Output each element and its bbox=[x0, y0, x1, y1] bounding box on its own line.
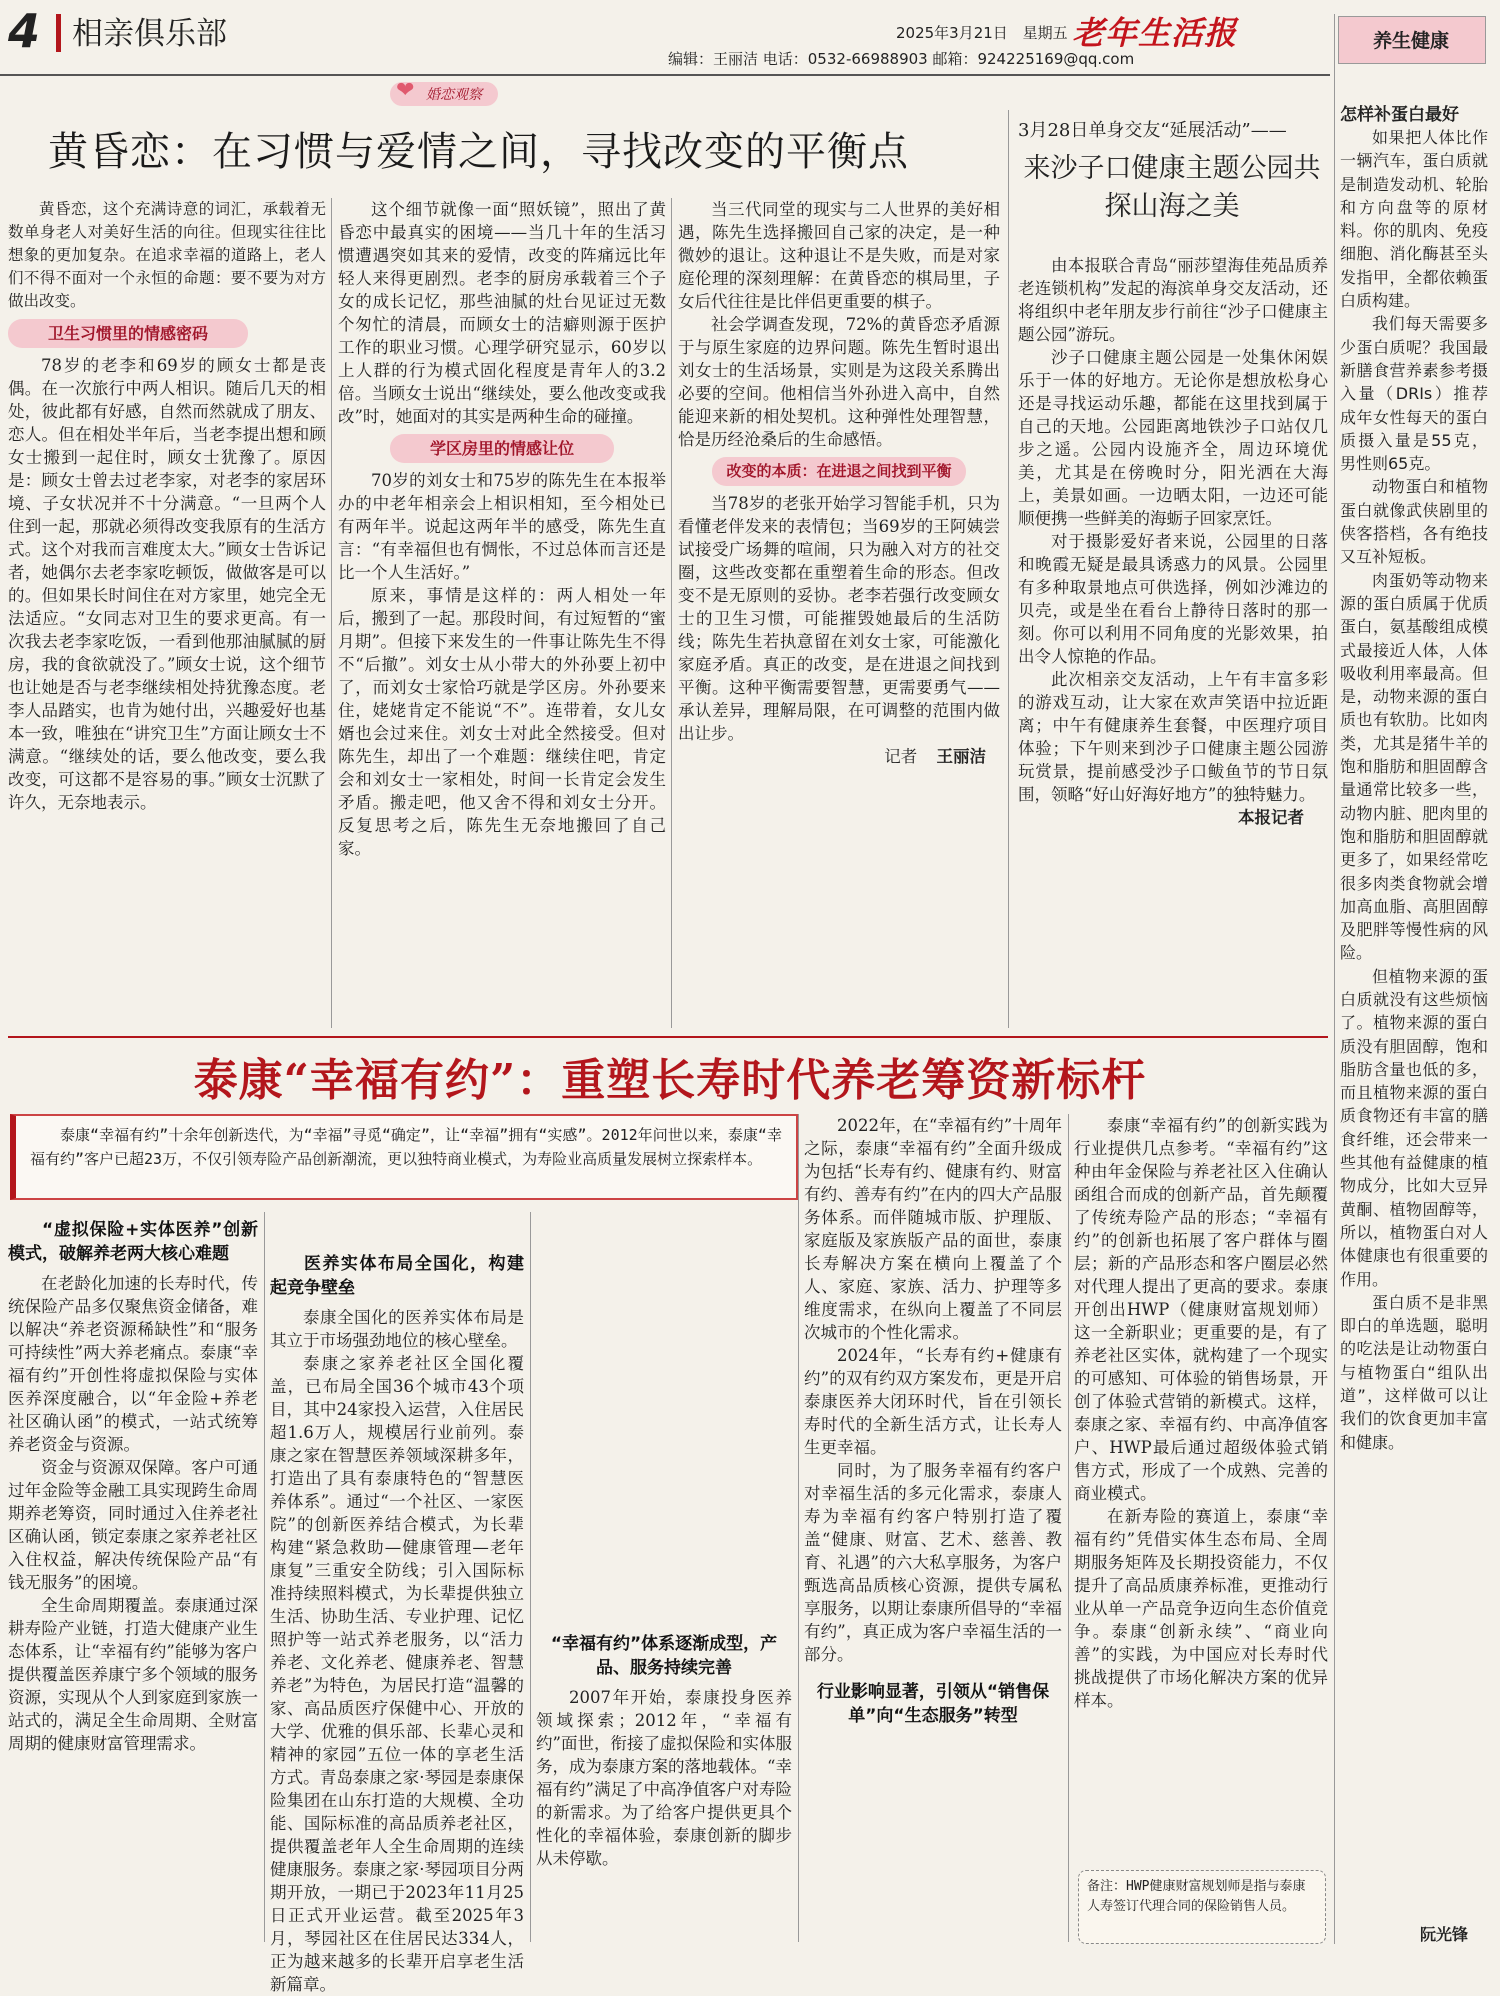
issue-date bbox=[896, 22, 1068, 43]
subhead-hygiene-text: 卫生习惯里的情感密码 bbox=[8, 319, 248, 348]
column-rule bbox=[530, 1212, 531, 1942]
article3-subhead-2: 医养实体布局全国化，构建起竞争壁垒 bbox=[270, 1254, 524, 1298]
editor-info: 编辑：王丽洁 电话：0532-66988903 邮箱：924225169@qq.com bbox=[668, 50, 1135, 68]
subhead-school-text: 学区房里的情感让位 bbox=[390, 434, 614, 463]
column-rule bbox=[798, 1114, 799, 1942]
weekday-text: 星期五 bbox=[1022, 24, 1068, 42]
article1-column-2 bbox=[338, 198, 666, 1033]
article3-lead: 泰康“幸福有约”十余年创新迭代，为“幸福”寻觅“确定”，让“幸福”拥有“实感”。2012年问世以来，泰康“幸福有约”客户已超23万，不仅引领寿险产品创新潮流，更以独特商业模式，为寿险业高质量发展树立探索样本。 bbox=[30, 1126, 782, 1168]
byline-label: 记者 bbox=[884, 747, 918, 766]
tag-text: 婚恋观察 bbox=[426, 87, 482, 103]
subhead-change bbox=[678, 457, 1000, 486]
subhead-change-text: 改变的本质：在进退之间找到平衡 bbox=[712, 457, 965, 486]
article3-para-5: 泰康之家养老社区全国化覆盖，已布局全国36个城市43个项目，其中24家投入运营，入住居民超1.6万人，规模居行业前列。泰康之家在智慧医养领域深耕多年，打造出了具有泰康特色的“智慧医养体系”。通过“一个社区、一家医院”的创新医养结合模式，为长辈构建“紧急救助—健康管理—老年康复”三重安全防线；引入国际标准持续照料模式，为长辈提供独立生活、协助生活、专业护理、记忆照护等一站式养老服务，以“活力养老、文化养老、健康养老、智慧养老”为特色，为居民打造“温馨的家、高品质医疗保健中心、开放的大学、优雅的俱乐部、长辈心灵和精神的家园”五位一体的享老生活方式。青岛泰康之家·琴园是泰康保险集团在山东打造的大规模、全功能、国际标准的高品质养老社区，提供覆盖老年人全生命周期的连续健康服务。泰康之家·琴园项目分两期开放，一期已于2023年11月25日正式开业运营。截至2025年3月，琴园社区在住居民达334人，正为越来越多的长辈开启享老生活新篇章。 bbox=[270, 1354, 524, 1994]
article1-para-4: 原来，事情是这样的：两人相处一年后，搬到了一起。那段时间，有过短暂的“蜜月期”。但接下来发生的一件事让陈先生不得不“后撤”。刘女士从小带大的外孙要上初中了，而刘女士家恰巧就是学区房。外孙要来住，姥姥肯定不能说“不”。连带着，女儿女婿也会过来住。刘女士对此全然接受。但对陈先生，却出了一个难题：继续住吧，肯定会和刘女士一家相处，时间一长肯定会发生矛盾。搬走吧，他又舍不得和刘女士分开。反复思考之后，陈先生无奈地搬回了自己家。 bbox=[338, 586, 666, 858]
header-accent-bar bbox=[56, 14, 61, 52]
column-rule bbox=[1008, 110, 1009, 1028]
page-number: 4 bbox=[8, 4, 41, 58]
heart-icon: ❤ bbox=[396, 78, 415, 103]
article3-para-2: 资金与资源双保障。客户可通过年金险等金融工具实现跨生命周期养老筹资，同时通过入住养老社区确认函，锁定泰康之家养老社区入住权益，解决传统保险产品“有钱无服务”的困境。 bbox=[8, 1458, 258, 1592]
byline-name: 王丽洁 bbox=[936, 747, 986, 766]
article1-column-1 bbox=[8, 198, 326, 1033]
article3-lead-box bbox=[10, 1114, 798, 1200]
article2-para-3: 对于摄影爱好者来说，公园里的日落和晚霞无疑是最具诱惑力的风景。公园里有多种取景地点可供选择，例如沙滩边的贝壳，或是坐在看台上静待日落时的那一刻。你可以利用不同角度的光影效果，拍出令人惊艳的作品。 bbox=[1018, 532, 1328, 666]
article3-column-3 bbox=[536, 1212, 792, 1947]
subhead-hygiene bbox=[8, 319, 326, 348]
article3-column-1 bbox=[8, 1212, 258, 1947]
side-section-label: 养生健康 bbox=[1372, 30, 1449, 52]
article3-para-10: 泰康“幸福有约”的创新实践为行业提供几点参考。“幸福有约”这种由年金保险与养老社区入住确认函组合而成的创新产品，首先颠覆了传统寿险产品的形态；“幸福有约”的创新也拓展了客户群体与圈层；新的产品形态和客户圈层必然对代理人提出了更高的要求。泰康开创出HWP（健康财富规划师）这一全新职业；更重要的是，有了养老社区实体，就构建了一个现实的可感知、可体验的销售场景，开创了体验式营销的新模式。这样，泰康之家、幸福有约、中高净值客户、HWP最后通过超级体验式销售方式，形成了一个成熟、完善的商业模式。 bbox=[1074, 1116, 1328, 1503]
article3-column-4 bbox=[804, 1114, 1062, 1947]
article1-tag bbox=[390, 78, 498, 106]
sidebar-rule bbox=[1334, 14, 1335, 1944]
sidebar-para-6: 蛋白质不是非黑即白的单选题，聪明的吃法是让动物蛋白与植物蛋白“组队出道”，这样做可以让我们的饮食更加丰富和健康。 bbox=[1340, 1292, 1488, 1452]
article3-column-5 bbox=[1074, 1114, 1328, 1862]
article3-para-4: 泰康全国化的医养实体布局是其立于市场强劲地位的核心壁垒。 bbox=[270, 1308, 524, 1350]
article3-para-7: 2022年，在“幸福有约”十周年之际，泰康“幸福有约”全面升级成为包括“长寿有约、健康有约、财富有约、善寿有约”在内的四大产品服务体系。而伴随城市版、护理版、家庭版及家族版产品的面世，泰康长寿解决方案在横向上覆盖了个人、家庭、家族、活力、护理等多维度需求，在纵向上覆盖了不同层次城市的个性化需求。 bbox=[804, 1116, 1062, 1342]
article1-title: 黄昏恋：在习惯与爱情之间，寻找改变的平衡点 bbox=[48, 129, 909, 175]
article3-para-1: 在老龄化加速的长寿时代，传统保险产品多仅聚焦资金储备，难以解决“养老资源稀缺性”和“服务可持续性”两大养老痛点。泰康“幸福有约”开创性将虚拟保险与实体医养深度融合，以“年金险+养老社区确认函”的模式，一站式统筹养老资金与资源。 bbox=[8, 1274, 258, 1454]
article1-para-3: 70岁的刘女士和75岁的陈先生在本报举办的中老年相亲会上相识相知，至今相处已有两年半。说起这两年半的感受，陈先生直言：“有幸福但也有惆怅，不过总体而言还是比一个人生活好。” bbox=[338, 471, 666, 582]
article3-column-2 bbox=[270, 1212, 524, 1994]
article2-para-4: 此次相亲交友活动，上午有丰富多彩的游戏互动，让大家在欢声笑语中拉近距离；中午有健康养生套餐，中医理疗项目体验；下午则来到沙子口健康主题公园游玩赏景，提前感受沙子口鲅鱼节的节日氛围，领略“好山好海好地方”的独特魅力。 bbox=[1018, 670, 1328, 804]
article1-para-6: 社会学调查发现，72%的黄昏恋矛盾源于与原生家庭的边界问题。陈先生暂时退出刘女士的生活场景，实则是为这段关系腾出必要的空间。他相信当外孙进入高中，自然能迎来新的相处契机。这种弹性处理智慧，恰是历经沧桑后的生命感悟。 bbox=[678, 315, 1000, 449]
sidebar-para-4: 肉蛋奶等动物来源的蛋白质属于优质蛋白，氨基酸组成模式最接近人体，人体吸收利用率最高。但是，动物来源的蛋白质也有软肋。比如肉类，尤其是猪牛羊的饱和脂肪和胆固醇含量通常比较多一些，动物内脏、肥肉里的饱和脂肪和胆固醇就更多了，如果经常吃很多肉类食物就会增加高血脂、高胆固醇及肥胖等慢性病的风险。 bbox=[1340, 570, 1488, 963]
article3-para-11: 在新寿险的赛道上，泰康“幸福有约”凭借实体生态布局、全周期服务矩阵及长期投资能力，不仅提升了高品质康养标准，更推动行业从单一产品竞争迈向生态价值竞争。泰康“创新永续”、“商业向善”的实践，为中国应对长寿时代挑战提供了市场化解决方案的优异样本。 bbox=[1074, 1507, 1328, 1710]
article3-para-6: 2007年开始，泰康投身医养领域探索；2012年，“幸福有约”面世，衔接了虚拟保险和实体服务，成为泰康方案的落地载体。“幸福有约”满足了中高净值客户对寿险的新需求。为了给客户提供更具个性化的幸福体验，泰康创新的脚步从未停歇。 bbox=[536, 1688, 792, 1868]
sidebar-byline: 阮光锋 bbox=[1420, 1925, 1469, 1944]
article1-byline bbox=[678, 745, 1000, 768]
article1-para-7: 当78岁的老张开始学习智能手机，只为看懂老伴发来的表情包；当69岁的王阿姨尝试接受广场舞的喧闹，只为融入对方的社交圈，这些改变都在重塑着生命的形态。但改变不是无原则的妥协。老李若强行改变顾女士的卫生习惯，可能摧毁她最后的生活防线；陈先生若执意留在刘女士家，可能激化家庭矛盾。真正的改变，是在进退之间找到平衡。这种平衡需要智慧，更需要勇气——承认差异，理解局限，在可调整的范围内做出让步。 bbox=[678, 494, 1000, 743]
article3-note-box bbox=[1078, 1870, 1326, 1944]
article2-title: 来沙子口健康主题公园共探山海之美 bbox=[1023, 153, 1321, 222]
sidebar-para-2: 我们每天需要多少蛋白质呢？我国最新膳食营养素参考摄入量（DRIs）推荐成年女性每天的蛋白质摄入量是55克，男性则65克。 bbox=[1340, 314, 1488, 474]
article2-para-2: 沙子口健康主题公园是一处集休闲娱乐于一体的好地方。无论你是想放松身心还是寻找运动乐趣，都能在这里找到属于自己的天地。公园距离地铁沙子口站仅几步之遥。公园内设施齐全，周边环境优美，尤其是在傍晚时分，阳光洒在大海上，美景如画。一边晒太阳，一边还可能顺便携一些鲜美的海蛎子回家烹饪。 bbox=[1018, 348, 1328, 528]
article2-kicker: 3月28日单身交友“延展活动”—— bbox=[1018, 120, 1287, 141]
article3-note: 备注：HWP健康财富规划师是指与泰康人寿签订代理合同的保险销售人员。 bbox=[1087, 1879, 1306, 1914]
subhead-school bbox=[338, 434, 666, 463]
column-rule bbox=[331, 198, 332, 1028]
sidebar-title: 怎样补蛋白最好 bbox=[1340, 105, 1459, 125]
article1-para-5: 当三代同堂的现实与二人世界的美好相遇，陈先生选择搬回自己家的决定，是一种微妙的退让。这种退让不是失败，而是对家庭伦理的深刻理解：在黄昏恋的棋局里，子女后代往往是比伴侣更重要的棋子。 bbox=[678, 200, 1000, 311]
masthead-logo: 老年生活报 bbox=[1072, 14, 1238, 52]
article3-title: 泰康“幸福有约”：重塑长寿时代养老筹资新标杆 bbox=[193, 1055, 1147, 1106]
sidebar-para-1: 如果把人体比作一辆汽车，蛋白质就是制造发动机、轮胎和方向盘等的原材料。你的肌肉、免疫细胞、消化酶甚至头发指甲，全都依赖蛋白质构建。 bbox=[1340, 128, 1488, 311]
column-rule bbox=[1068, 1114, 1069, 1942]
article2-byline-text: 本报记者 bbox=[1238, 808, 1304, 827]
date-text: 2025年3月21日 bbox=[896, 24, 1008, 42]
article3-subhead-4: 行业影响显著，引领从“销售保单”向“生态服务”转型 bbox=[816, 1682, 1050, 1726]
article3-subhead-1: “虚拟保险+实体医养”创新模式，破解养老两大核心难题 bbox=[8, 1220, 258, 1264]
column-rule bbox=[264, 1212, 265, 1942]
sidebar-body bbox=[1340, 126, 1488, 1926]
article1-para-2: 这个细节就像一面“照妖镜”，照出了黄昏恋中最真实的困境——当几十年的生活习惯遭遇突如其来的爱情，改变的阵痛远比年轻人来得更剧烈。老李的厨房承载着三个子女的成长记忆，那些油腻的灶台见证过无数个匆忙的清晨，而顾女士的洁癖则源于医护工作的职业习惯。心理学研究显示，60岁以上人群的行为模式固化程度是青年人的3.2倍。当顾女士说出“继续处，要么他改变或我改”时，她面对的其实是两种生命的碰撞。 bbox=[338, 200, 666, 426]
article3-para-3: 全生命周期覆盖。泰康通过深耕寿险产业链，打造大健康产业生态体系，让“幸福有约”能够为客户提供覆盖医养康宁多个领域的服务资源，实现从个人到家庭到家族一站式的，满足全生命周期、全财富周期的健康财富管理需求。 bbox=[8, 1596, 258, 1753]
article2-body bbox=[1018, 254, 1328, 1029]
section-name: 相亲俱乐部 bbox=[72, 16, 227, 52]
article1-column-3 bbox=[678, 198, 1000, 1033]
article3-subhead-3: “幸福有约”体系逐渐成型，产品、服务持续完善 bbox=[550, 1634, 778, 1678]
article1-para-1: 78岁的老李和69岁的顾女士都是丧偶。在一次旅行中两人相识。随后几天的相处，彼此都有好感，自然而然就成了朋友、恋人。但在相处半年后，当老李提出想和顾女士搬到一起住时，顾女士犹豫了。原因是：顾女士曾去过老李家，对老李的家居环境、子女状况并不十分满意。“一旦两个人住到一起，那就必须得改变我原有的生活方式。这个对我而言难度太大。”顾女士告诉记者，她偶尔去老李家吃顿饭，做做客是可以的。但如果长时间住在对方家里，她完全无法适应。“女同志对卫生的要求更高。有一次我去老李家吃饭，一看到他那油腻腻的厨房，我的食欲就没了。”顾女士说，这个细节也让她是否与老李继续相处持犹豫态度。老李人品踏实，也肯为她付出，兴趣爱好也基本一致，唯独在“讲究卫生”方面让顾女士不满意。“继续处的话，要么他改变，要么我改变，可这都不是容易的事。”顾女士沉默了许久，无奈地表示。 bbox=[8, 356, 326, 812]
sidebar-para-5: 但植物来源的蛋白质就没有这些烦恼了。植物来源的蛋白质没有胆固醇，饱和脂肪含量也低的多，而且植物来源的蛋白质食物还有丰富的膳食纤维，还会带来一些其他有益健康的植物成分，比如大豆异黄酮、植物固醇等，所以，植物蛋白对人体健康也有很重要的作用。 bbox=[1340, 966, 1488, 1289]
header-rule bbox=[0, 74, 1330, 76]
article3-para-8: 2024年，“长寿有约+健康有约”的双有约双方案发布，更是开启泰康医养大闭环时代，旨在引领长寿时代的全新生活方式，让长寿人生更幸福。 bbox=[804, 1346, 1062, 1457]
article2-para-1: 由本报联合青岛“丽莎望海佳苑品质养老连锁机构”发起的海滨单身交友活动，还将组织中老年朋友步行前往“沙子口健康主题公园”游玩。 bbox=[1018, 256, 1328, 344]
article3-top-rule bbox=[8, 1036, 1328, 1038]
sidebar-para-3: 动物蛋白和植物蛋白就像武侠剧里的侠客搭档，各有绝技又互补短板。 bbox=[1340, 477, 1488, 567]
article2-byline bbox=[1018, 806, 1328, 829]
article3-para-9: 同时，为了服务幸福有约客户对幸福生活的多元化需求，泰康人寿为幸福有约客户特别打造了覆盖“健康、财富、艺术、慈善、教育、礼遇”的六大私享服务，为客户甄选高品质核心资源，提供专属私享服务，以期让泰康所倡导的“幸福有约”，真正成为客户幸福生活的一部分。 bbox=[804, 1461, 1062, 1664]
article1-intro: 黄昏恋，这个充满诗意的词汇，承载着无数单身老人对美好生活的向往。但现实往往比想象的更加复杂。在追求幸福的道路上，老人们不得不面对一个永恒的命题：要不要为对方做出改变。 bbox=[8, 200, 326, 310]
column-rule bbox=[671, 198, 672, 1028]
